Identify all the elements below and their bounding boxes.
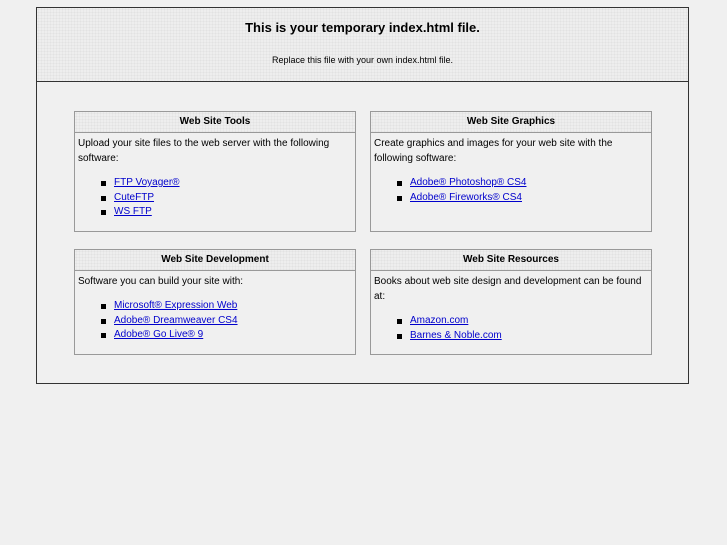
square-bullet-icon [101,304,106,309]
link-amazon[interactable]: Amazon.com [410,315,469,326]
link-list [371,176,651,205]
box-title: Web Site Graphics [371,112,651,133]
list-item [114,205,355,220]
link-expression-web[interactable]: Microsoft® Expression Web [114,300,238,311]
box-description: Upload your site files to the web server with the following software: [78,138,330,164]
box-title: Web Site Resources [371,250,651,271]
list-item [410,314,651,329]
link-photoshop[interactable]: Adobe® Photoshop® CS4 [410,177,527,188]
list-item [410,329,651,344]
web-site-tools-box [74,111,356,232]
list-item [114,314,355,329]
square-bullet-icon [101,181,106,186]
square-bullet-icon [397,181,402,186]
list-item [410,176,651,191]
link-list [75,176,355,220]
page-subtitle: Replace this file with your own index.html file. [271,55,454,65]
list-item [114,176,355,191]
link-ftp-voyager[interactable]: FTP Voyager® [114,177,180,188]
square-bullet-icon [101,196,106,201]
box-description: Create graphics and images for your web site with the following software: [374,138,613,164]
link-fireworks[interactable]: Adobe® Fireworks® CS4 [410,191,522,203]
box-description: Books about web site design and development can be found at: [374,276,642,302]
link-ws-ftp[interactable]: WS FTP [114,206,152,217]
square-bullet-icon [101,333,106,338]
list-item [114,299,355,314]
list-item [114,328,355,343]
square-bullet-icon [397,319,402,324]
link-list [371,314,651,343]
link-list [75,299,355,343]
web-site-graphics-box [370,111,652,232]
list-item [410,191,651,206]
link-golive[interactable]: Adobe® Go Live® 9 [114,329,204,340]
link-barnes-noble[interactable]: Barnes & Noble.com [410,329,502,341]
link-cuteftp[interactable]: CuteFTP [114,191,155,203]
link-dreamweaver[interactable]: Adobe® Dreamweaver CS4 [114,314,238,326]
box-title: Web Site Development [75,250,355,271]
web-site-development-box [74,249,356,355]
square-bullet-icon [397,334,402,339]
box-title: Web Site Tools [75,112,355,133]
web-site-resources-box [370,249,652,355]
square-bullet-icon [101,210,106,215]
box-description: Software you can build your site with: [78,276,244,287]
square-bullet-icon [397,196,402,201]
page-header [37,8,688,82]
page-title: This is your temporary index.html file. [245,20,480,35]
square-bullet-icon [101,319,106,324]
list-item [114,191,355,206]
